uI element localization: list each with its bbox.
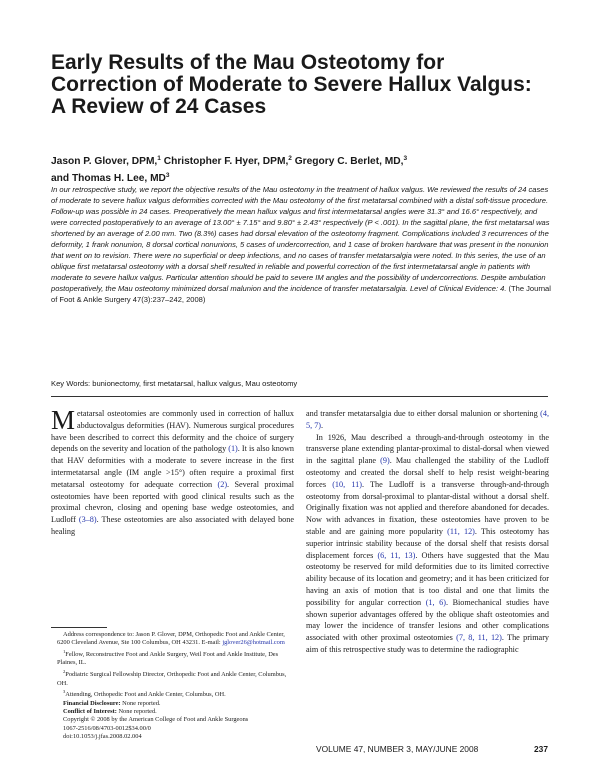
body-column-left xyxy=(51,405,294,538)
body-text-run: . Mau challenged the stability of the Ludloff osteotomy and created the dorsal shelf to help resist weight-bearing forces xyxy=(306,456,549,489)
body-text-left xyxy=(51,405,294,538)
reference-link[interactable]: (1) xyxy=(228,444,238,454)
body-column-right xyxy=(306,408,549,656)
affiliation-note: $^1$Fellow, Reconstructive Foot and Ankle Surgery, Weil Foot and Ankle Institute, Des Plaines, IL. xyxy=(57,648,279,667)
issn-note: 1067-2516/08/4703-0012$34.00/0 xyxy=(63,724,151,732)
body-text-run: . This osteotomy has superior intrinsic stability because of the dorsal shelf that resists dorsal displacement forces xyxy=(306,526,549,560)
body-text-run: . xyxy=(321,420,324,430)
author-affiliation-mark: 2 xyxy=(288,155,292,162)
author-name: Jason P. Glover, DPM, xyxy=(51,156,158,167)
abstract xyxy=(51,184,551,306)
footnotes xyxy=(57,631,295,742)
article-title: Early Results of the Mau Osteotomy for Correction of Moderate to Severe Hallux Valgus: A Review of 24 Cases xyxy=(51,51,532,118)
author-affiliation-mark: 3 xyxy=(165,172,170,179)
body-text-run: . Several proximal osteotomies have been reported with good clinical results such as the proximal chevron, closing and opening base wedge osteotomies, and Ludloff xyxy=(51,479,294,525)
reference-link[interactable]: (3–8) xyxy=(78,515,97,525)
body-text-run: and transfer metatarsalgia due to either dorsal malunion or shortening xyxy=(306,409,541,418)
body-paragraph xyxy=(306,432,549,656)
footnote-divider xyxy=(51,627,107,628)
author-list xyxy=(51,152,551,186)
copyright-note: Copyright © 2008 by the American College of Foot and Ankle Surgeons xyxy=(63,716,249,724)
body-paragraph xyxy=(51,405,294,538)
affiliation-note: $^2$Podiatric Surgical Fellowship Director, Orthopedic Foot and Ankle Center, Columbus, OH. xyxy=(57,668,287,687)
body-text-right xyxy=(306,408,549,656)
body-text-run: . Others have suggested that the Mau osteotomy be reserved for mild deformities due to its limited corrective ability because of its location and geometry; and it has been criticized for having an axis of motion that is too distal and one that limits the possibility for angular correction xyxy=(306,550,549,607)
author-name: and Thomas H. Lee, MD xyxy=(51,173,166,184)
reference-link[interactable]: (7, 8, 11, 12) xyxy=(456,633,502,643)
doi-note: doi:10.1053/j.jfas.2008.02.004 xyxy=(63,733,142,741)
author-affiliation-mark: 1 xyxy=(157,155,161,162)
reference-link[interactable]: (10, 11) xyxy=(332,479,362,489)
section-divider xyxy=(51,396,548,397)
correspondence-note: Address correspondence to: Jason P. Glover, DPM, Orthopedic Foot and Ankle Center, 6200 Cleveland Avenue, Ste 100 Columbus, OH 43231. E-mail: jglover26@hotmail.com xyxy=(57,631,285,647)
affiliation-mark: 3 xyxy=(63,688,66,694)
body-text-run: etatarsal osteotomies are commonly used in correction of hallux abductovalgus deformities (HAV). Numerous surgical procedures have been described to correct this deformity and the choice of surgery depends on the severity and location of the pathology xyxy=(51,409,294,454)
reference-link[interactable]: (1, 6) xyxy=(425,597,446,607)
page-number: 237 xyxy=(534,744,548,754)
email-link[interactable]: jglover26@hotmail.com xyxy=(222,639,285,647)
body-text-run: . The primary aim of this retrospective study was to determine the radiographic xyxy=(306,633,550,654)
reference-link[interactable]: (11, 12) xyxy=(447,526,475,536)
reference-link[interactable]: (9) xyxy=(380,456,390,466)
body-text-run: . It is also known that HAV deformities with a moderate to severe increase in the first intermetatarsal angle (IM angle >15°) often require a proximal first metatarsal osteotomy for adequate correction xyxy=(51,444,294,489)
body-text-run: In 1926, Mau described a through-and-through osteotomy in the transverse plane extending plantar-proximal to distal-dorsal when viewed in the sagittal plane xyxy=(306,432,549,466)
issue-info: VOLUME 47, NUMBER 3, MAY/JUNE 2008 xyxy=(316,744,479,754)
affiliation-mark: 2 xyxy=(63,668,66,674)
reference-link[interactable]: (2) xyxy=(217,479,228,489)
drop-cap: M xyxy=(51,405,76,435)
author-affiliation-mark: 3 xyxy=(403,155,408,162)
disclosure-note: Financial Disclosure: None reported. xyxy=(63,699,161,707)
body-text-run: . These osteotomies are also associated with delayed bone healing xyxy=(51,515,294,536)
page-footer xyxy=(316,744,548,754)
body-text-run: . The Ludloff is a transverse through-and-through osteotomy from dorsal-proximal to plantar-distal without a dorsal shelf. Originally fixation was not applied and therefore abandoned for decades. Now with advances in fixation, these osteotomies have proven to be stable and are gaining more popularity xyxy=(306,479,549,536)
affiliation-mark: 1 xyxy=(63,648,66,654)
reference-link[interactable]: (6, 11, 13) xyxy=(377,550,416,560)
abstract-text: In our retrospective study, we report the objective results of the Mau osteotomy in the treatment of hallux valgus. We reviewed the results of 24 cases of moderate to severe hallux valgus deformities corrected with the Mau osteotomy of the first metatarsal combined with a distal soft-tissue procedure. Follow-up was possible in 24 cases. Preoperatively the mean hallux valgus and first intermetatarsal angles were 31.3° and 16.6° respectively, and were corrected postoperatively to an average of 13.00° ± 7.15° and 9.80° ± 2.43° respectively (P < .001). In the sagittal plane, the first metatarsal was shortened by an average of 2.00 mm. Two (8.3%) cases had dorsal elevation of the osteotomy fragment. Complications included 3 recurrences of the deformity, 1 frank nonunion, 8 dorsal cortical nonunions, 5 cases of undercorrection, and 1 case of broken hardware that was present in the nonunion that went on to revision. There were no superficial or deep infections, and no cases of transfer metatarsalgia were noted. In this series, the use of an oblique first metatarsal osteotomy with a dorsal shelf resulted in reliable and powerful correction of the first intermetatarsal angle in patients with moderate to severe hallux valgus. Particular attention should be paid to severe IM angles and the possibility of undercorrections. Despite ambulation postoperatively, the Mau osteotomy minimized dorsal malunion and the incidence of transfer metatarsalgia. Level of Clinical Evidence: 4. xyxy=(51,185,550,294)
author-name: Gregory C. Berlet, MD, xyxy=(294,156,404,167)
keywords: Key Words: bunionectomy, first metatarsal, hallux valgus, Mau osteotomy xyxy=(51,379,298,388)
affiliation-note: $^3$Attending, Orthopedic Foot and Ankle Center, Columbus, OH. xyxy=(63,688,226,699)
body-text-run: . Biomechanical studies have shown superior advantages offered by the oblique shaft osteotomies and may lower the incidence of transfer lesions and other complications associated with other proximal osteotomies xyxy=(306,597,550,643)
body-paragraph xyxy=(306,408,549,432)
journal-citation: (The Journal of Foot & Ankle Surgery 47(3):237–242, 2008) xyxy=(51,284,551,305)
reference-link[interactable]: (4, 5, 7) xyxy=(306,409,549,430)
conflict-note: Conflict of Interest: None reported. xyxy=(63,708,157,715)
author-name: Christopher F. Hyer, DPM, xyxy=(163,156,289,167)
